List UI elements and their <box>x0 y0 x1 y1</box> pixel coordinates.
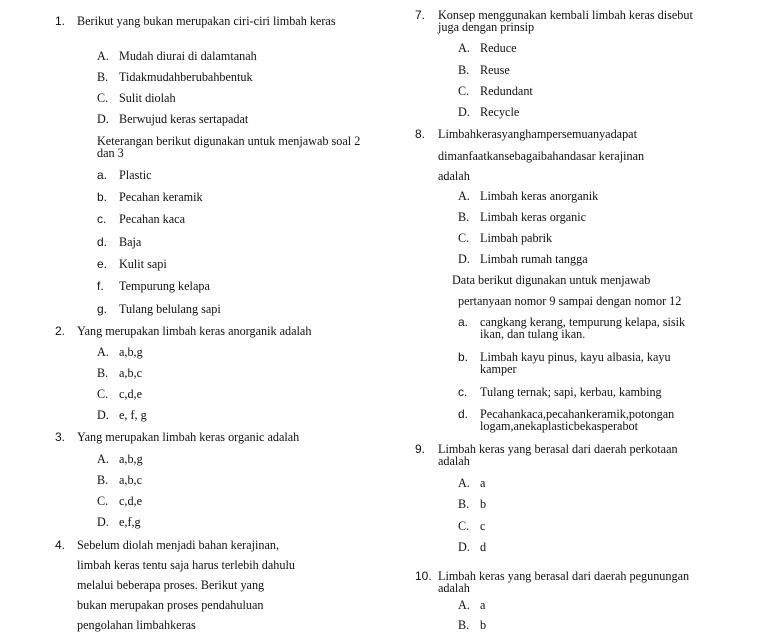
q1-option-text: Tidakmudahberubahbentuk <box>119 70 253 84</box>
question-9-number: 9. <box>415 442 426 456</box>
question-7-line: juga dengan prinsip <box>438 20 535 34</box>
q9-option-text: b <box>480 497 487 511</box>
q2-option-text: e, f, g <box>119 408 147 422</box>
info2-item-letter: d. <box>458 407 469 421</box>
info2-item-letter: a. <box>458 315 469 329</box>
info-item-text: Baja <box>119 235 142 249</box>
info2-item-line: Tulang ternak; sapi, kerbau, kambing <box>480 385 662 399</box>
q9-option-letter: C. <box>458 519 470 533</box>
q10-option-text: b <box>480 618 487 632</box>
info2-item-letter: c. <box>458 385 468 399</box>
q10-option-text: a <box>480 598 486 612</box>
question-4-number: 4. <box>55 538 66 552</box>
question-8-line: dimanfaatkansebagaibahandasar kerajinan <box>438 149 645 163</box>
q9-option-letter: B. <box>458 497 470 511</box>
info-item-text: Tempurung kelapa <box>119 279 210 293</box>
q8-option-text: Limbah pabrik <box>480 231 553 245</box>
q3-option-letter: D. <box>97 515 109 529</box>
info-item-letter: g. <box>97 302 108 316</box>
q7-option-letter: D. <box>458 105 470 119</box>
q3-option-text: c,d,e <box>119 494 143 508</box>
q2-option-text: a,b,c <box>119 366 143 380</box>
question-3-number: 3. <box>55 430 66 444</box>
question-4-line: limbah keras tentu saja harus terlebih dahulu <box>77 558 295 572</box>
q1-option-text: Sulit diolah <box>119 91 176 105</box>
info2-item-line: logam,anekaplasticbekasperabot <box>480 419 639 433</box>
info-item-text: Pecahan kaca <box>119 212 185 226</box>
info-note-2-3: Keterangan berikut digunakan untuk menjawab soal 2 dan 3 <box>97 134 361 160</box>
q7-option-text: Recycle <box>480 105 520 119</box>
q3-option-letter: C. <box>97 494 109 508</box>
question-10-number: 10. <box>415 569 432 583</box>
info-item-text: Tulang belulang sapi <box>119 302 221 316</box>
question-8-line: Limbahkerasyanghampersemuanyadapat <box>438 127 637 141</box>
q8-option-text: Limbah keras anorganik <box>480 189 599 203</box>
info-item-text: Kulit sapi <box>119 257 167 271</box>
q9-option-text: c <box>480 519 486 533</box>
question-7-number: 7. <box>415 8 426 22</box>
q9-option-letter: D. <box>458 540 470 554</box>
q3-option-text: a,b,c <box>119 473 143 487</box>
question-4-line: pengolahan limbahkeras <box>77 618 196 632</box>
question-4-line: bukan merupakan proses pendahuluan <box>77 598 264 612</box>
info-item-letter: d. <box>97 235 108 249</box>
q9-option-text: a <box>480 476 486 490</box>
info-item-letter: b. <box>97 190 108 204</box>
question-7-line: Konsep menggunakan kembali limbah keras disebut <box>438 8 693 22</box>
info-item-letter: e. <box>97 257 108 271</box>
q3-option-letter: A. <box>97 452 109 466</box>
info2-item-letter: b. <box>458 350 469 364</box>
q3-option-letter: B. <box>97 473 109 487</box>
question-4-line: melalui beberapa proses. Berikut yang <box>77 578 265 592</box>
info2-item-line: kamper <box>480 362 517 376</box>
question-3-text: Yang merupakan limbah keras organic adalah <box>77 430 300 444</box>
q9-option-text: d <box>480 540 487 554</box>
q1-option-letter: A. <box>97 49 109 63</box>
q8-option-letter: C. <box>458 231 470 245</box>
question-9-line: adalah <box>438 454 470 468</box>
q3-option-text: a,b,g <box>119 452 143 466</box>
info-item-letter: f. <box>97 279 104 293</box>
q7-option-text: Redundant <box>480 84 533 98</box>
q8-option-text: Limbah rumah tangga <box>480 252 588 266</box>
info-note-9-12: Data berikut digunakan untuk menjawab <box>452 273 651 287</box>
question-4-line: Sebelum diolah menjadi bahan kerajinan, <box>77 538 280 552</box>
q10-option-letter: A. <box>458 598 470 612</box>
q2-option-letter: D. <box>97 408 109 422</box>
question-10-line: adalah <box>438 581 470 595</box>
q7-option-letter: A. <box>458 41 470 55</box>
info2-item-line: Limbah kayu pinus, kayu albasia, kayu <box>480 350 671 364</box>
question-1-number: 1. <box>55 14 66 28</box>
q1-option-letter: B. <box>97 70 109 84</box>
info-note-9-12: pertanyaan nomor 9 sampai dengan nomor 12 <box>458 294 682 308</box>
q2-option-letter: C. <box>97 387 109 401</box>
q2-option-letter: B. <box>97 366 109 380</box>
q3-option-text: e,f,g <box>119 515 141 529</box>
question-8-line: adalah <box>438 169 470 183</box>
question-9-line: Limbah keras yang berasal dari daerah perkotaan <box>438 442 678 456</box>
q8-option-letter: A. <box>458 189 470 203</box>
question-1-text: Berikut yang bukan merupakan ciri-ciri limbah keras <box>77 14 336 28</box>
question-2-number: 2. <box>55 324 66 338</box>
q2-option-letter: A. <box>97 345 109 359</box>
q1-option-letter: D. <box>97 112 109 126</box>
q7-option-letter: C. <box>458 84 470 98</box>
q1-option-text: Berwujud keras sertapadat <box>119 112 249 126</box>
info-item-text: Pecahan keramik <box>119 190 203 204</box>
q2-option-text: a,b,g <box>119 345 143 359</box>
question-8-number: 8. <box>415 127 426 141</box>
q8-option-text: Limbah keras organic <box>480 210 587 224</box>
question-2-text: Yang merupakan limbah keras anorganik adalah <box>77 324 312 338</box>
question-10-line: Limbah keras yang berasal dari daerah pegunungan <box>438 569 690 583</box>
info-item-letter: a. <box>97 168 108 182</box>
q10-option-letter: B. <box>458 618 470 632</box>
q9-option-letter: A. <box>458 476 470 490</box>
info2-item-line: cangkang kerang, tempurung kelapa, sisik <box>480 315 686 329</box>
q1-option-letter: C. <box>97 91 109 105</box>
q7-option-letter: B. <box>458 63 470 77</box>
q8-option-letter: B. <box>458 210 470 224</box>
q7-option-text: Reuse <box>480 63 510 77</box>
info-item-text: Plastic <box>119 168 152 182</box>
info-item-letter: c. <box>97 212 107 226</box>
q7-option-text: Reduce <box>480 41 517 55</box>
info2-item-line: Pecahankaca,pecahankeramik,potongan <box>480 407 675 421</box>
q8-option-letter: D. <box>458 252 470 266</box>
q2-option-text: c,d,e <box>119 387 143 401</box>
info2-item-line: ikan, dan tulang ikan. <box>480 327 586 341</box>
q1-option-text: Mudah diurai di dalamtanah <box>119 49 257 63</box>
